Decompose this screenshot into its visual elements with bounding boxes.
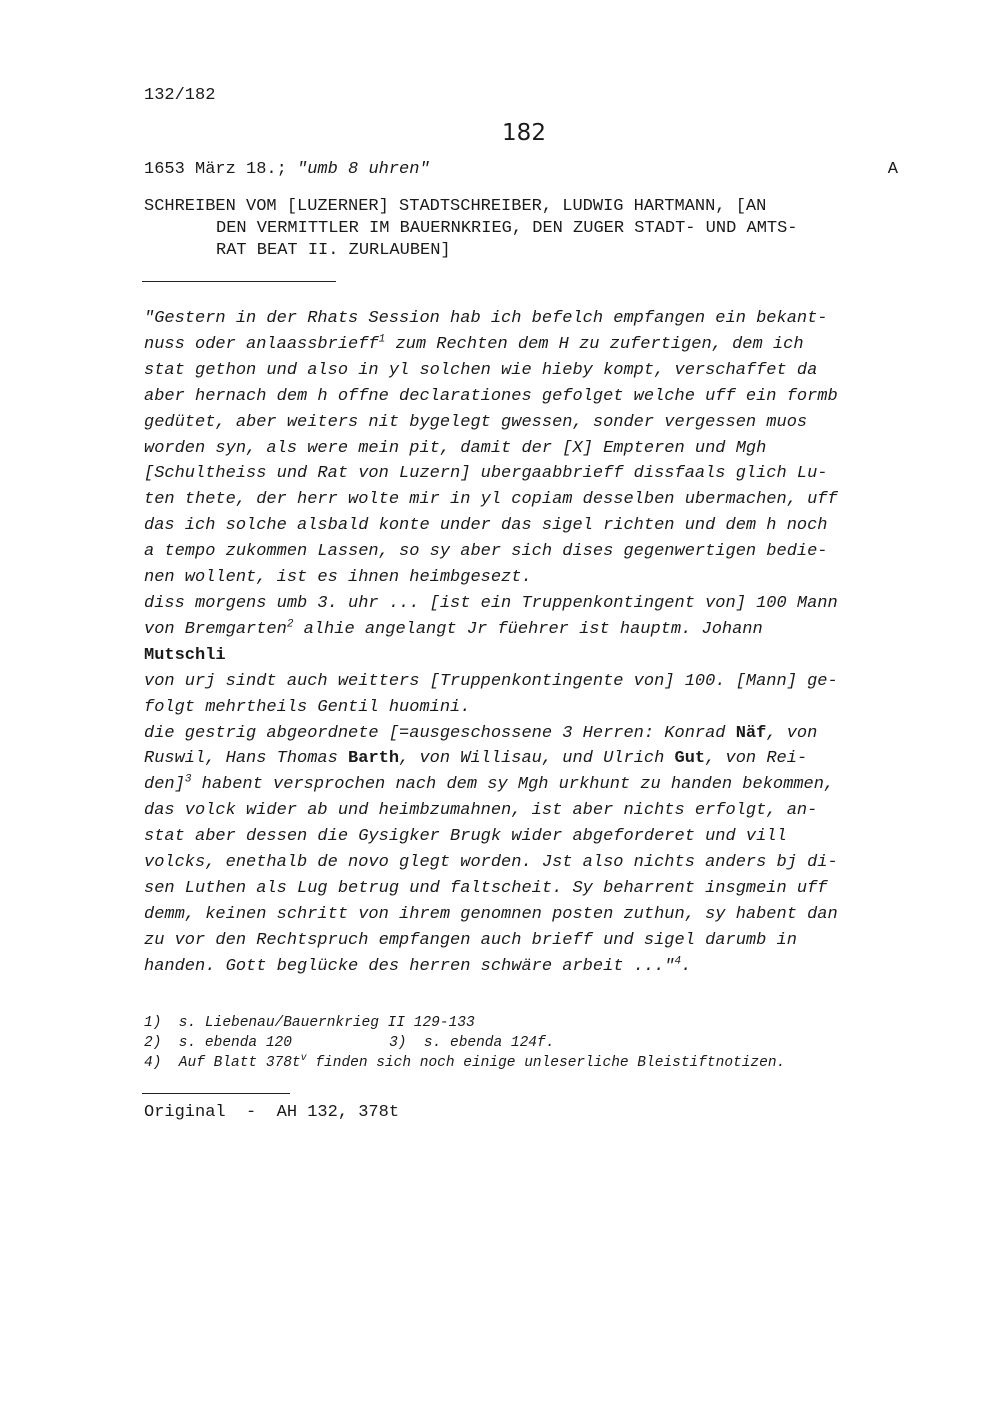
text-line: das volck wider ab und heimbzumahnen, ist aber nichts erfolgt, an- xyxy=(144,801,818,821)
person-name: Gut xyxy=(674,749,706,769)
footnote: 1) s. Liebenau/Bauernkrieg II 129-133 xyxy=(144,1015,475,1031)
text-line: ten thete, der herr wolte mir in yl copiam desselben ubermachen, uff xyxy=(144,490,838,510)
text-line: Ruswil, Hans Thomas Barth, von Willisau, und Ulrich Gut, von Rei- xyxy=(144,749,808,769)
title-line: RAT BEAT II. ZURLAUBEN] xyxy=(216,241,451,260)
text-line: worden syn, als were mein pit, damit der [X] Empteren und Mgh xyxy=(144,438,767,458)
text-line: zu vor den Rechtspruch empfangen auch brieff und sigel darumb in xyxy=(144,930,797,950)
text-line: gedütet, aber weiters nit bygelegt gwessen, sonder vergessen muos xyxy=(144,412,808,432)
text-line: handen. Gott beglücke des herren schwäre arbeit ..."$^4$. xyxy=(144,955,692,976)
footnote: 4) Auf Blatt $378t^v$ finden sich noch einige unleserliche Bleistiftnotizen. xyxy=(144,1053,786,1071)
document-title xyxy=(144,196,914,262)
footnote: 3) s. ebenda 124f. xyxy=(389,1035,555,1051)
title-line: DEN VERMITTLER IM BAUERNKRIEG, DEN ZUGER STADT- UND AMTS- xyxy=(216,219,798,238)
footnotes xyxy=(144,1013,924,1073)
text-line: stat aber dessen die Gysigker Brugk wider abgeforderet und vill xyxy=(144,827,787,847)
text-line: stat gethon und also in yl solchen wie hieby kompt, verschaffet da xyxy=(144,360,818,380)
person-name: Näf xyxy=(735,723,767,743)
title-line: SCHREIBEN VOM [LUZERNER] STADTSCHREIBER, LUDWIG HARTMANN, [AN xyxy=(144,197,767,216)
text-line: aber hernach dem h offne declarationes gefolget welche uff ein formb xyxy=(144,386,838,406)
person-name: Barth xyxy=(348,749,400,769)
text-line: nuss oder anlaassbrieff$^1$ zum Rechten dem H zu zufertigen, dem ich xyxy=(144,333,804,354)
text-line: nen wollent, ist es ihnen heimbgesezt. xyxy=(144,568,532,588)
source-line: Original - AH 132, 378t xyxy=(144,1103,400,1122)
text-line: folgt mehrtheils Gentil huomini. xyxy=(144,697,471,717)
footnote-divider xyxy=(142,1093,290,1094)
footnote-ref: 4 xyxy=(674,955,682,967)
time-quote: "umb 8 uhren" xyxy=(297,160,430,179)
classification-mark: A xyxy=(887,160,898,179)
footnote-ref: 3 xyxy=(184,773,192,786)
date-line xyxy=(144,160,898,179)
text-line xyxy=(144,643,904,669)
archive-reference: 132/182 xyxy=(144,86,216,105)
footnote-ref: 1 xyxy=(378,333,386,346)
document-number: 182 xyxy=(502,120,546,146)
title-divider xyxy=(142,281,336,282)
text-line: den]$^3$ habent versprochen nach dem sy Mgh urkhunt zu handen bekommen, xyxy=(144,773,835,795)
person-name: Mutschli xyxy=(144,645,226,665)
text-line: diss morgens umb 3. uhr ... [ist ein Truppenkontingent von] 100 Mann xyxy=(144,593,838,613)
text-line: sen Luthen als Lug betrug und faltscheit. Sy beharrent insgmein uff xyxy=(144,878,828,898)
text-line: das ich solche alsbald konte under das sigel richten und dem h noch xyxy=(144,516,828,536)
text-line: [Schultheiss und Rat von Luzern] ubergaabbrieff dissfaals glich Lu- xyxy=(144,464,828,484)
text-line: von urj sindt auch weitters [Truppenkontingente von] 100. [Mann] ge- xyxy=(144,671,838,691)
text-line: volcks, enethalb de novo glegt worden. Jst also nichts anders bj di- xyxy=(144,853,838,873)
date: 1653 März 18.; xyxy=(144,160,298,179)
footnote-ref: 2 xyxy=(286,618,294,631)
letter-text xyxy=(144,306,904,980)
footnote: 2) s. ebenda 120 3) s. ebenda 124f. xyxy=(144,1035,555,1051)
text-line: "Gestern in der Rhats Session hab ich befelch empfangen ein bekant- xyxy=(144,309,828,328)
text-line: die gestrig abgeordnete [=ausgeschossene 3 Herren: Konrad Näf, von xyxy=(144,723,818,743)
text-line: von Bremgarten$^2$ alhie angelangt Jr füehrer ist hauptm. Johann xyxy=(144,618,763,639)
text-line: a tempo zukommen Lassen, so sy aber sich dises gegenwertigen bedie- xyxy=(144,542,828,562)
text-line: demm, keinen schritt von ihrem genomnen posten zuthun, sy habent dan xyxy=(144,904,838,924)
